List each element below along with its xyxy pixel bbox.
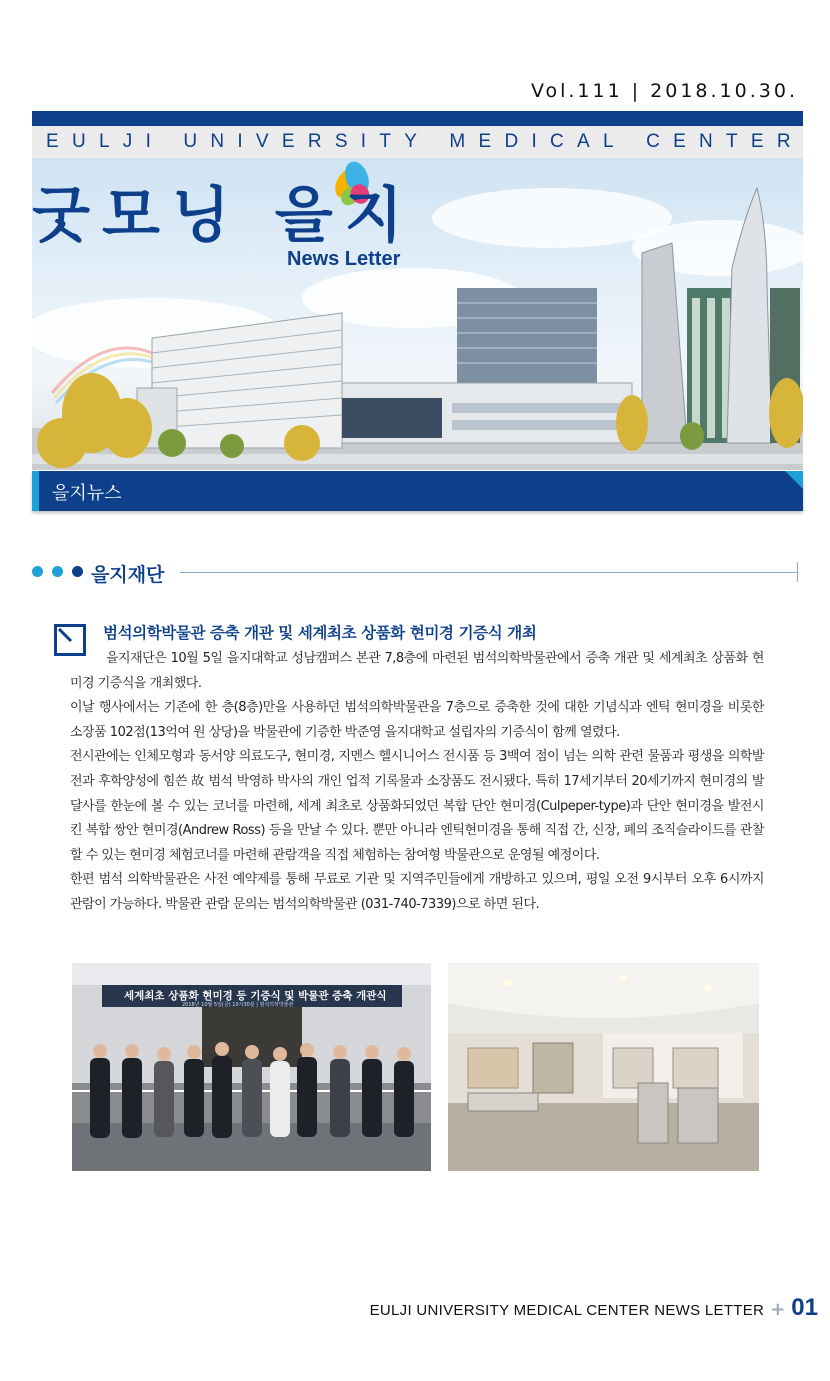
subtitle-letter: I (360, 131, 367, 152)
bullet-dot-icon (72, 566, 83, 577)
subtitle-letter: I (531, 131, 537, 152)
plus-icon: + (770, 1299, 786, 1320)
subtitle-letter: D (504, 131, 519, 152)
section-corner (785, 471, 803, 489)
subtitle-letter: V (255, 131, 269, 152)
subtitle-letter: U (71, 131, 86, 152)
logo-english: News Letter (287, 248, 401, 270)
subtitle-letter: N (210, 131, 225, 152)
subtitle-letter: S (334, 131, 348, 152)
subtitle-letter: I (145, 131, 151, 152)
article-paragraph: 이날 행사에서는 기존에 한 층(8층)만을 사용하던 범석의학박물관을 7층으로 증축한 것에 대한 기념식과 엔틱 현미경을 비롯한 소장품 102점(13억여 원 상당)을 박물관에 기증한 박준영 을지대학교 설립자의 기증식이 함께 열렸다. (70, 700, 764, 740)
footer (370, 1294, 818, 1322)
subsection-heading: 을지재단 (91, 564, 165, 586)
article-title: 범석의학박물관 증축 개관 및 세계최초 상품화 현미경 기증식 개최 (103, 624, 537, 642)
logo-korean: 굿모닝 을지 (32, 181, 415, 251)
subtitle-letter: E (478, 131, 492, 152)
article-paragraph: 전시관에는 인체모형과 동서양 의료도구, 현미경, 지멘스 헬시니어스 전시품 등 3백여 점이 넘는 의학 관련 물품과 평생을 의학발전과 후학양성에 힘쓴 故 범석 박영하 박사의 개인 업적 기록물과 소장품도 전시됐다. 특히 17세기부터 20세기까지 현미경의 발달사를 한눈에 볼 수 있는 코너를 마련해, 세계 최초로 상품화되었던 복합 단안 현미경(Culpeper-type)과 단안 현미경을 발전시킨 복합 쌍안 현미경(Andrew Ross) 등을 만날 수 있다. 뿐만 아니라 엔틱현미경을 통해 직접 간, 신장, 폐의 조직슬라이드를 관찰할 수 있는 현미경 체험코너를 마련해 관람객을 직접 체험하는 참여형 박물관으로 운영될 예정이다. (70, 749, 764, 863)
ceremony-banner-text: 세계최초 상품화 현미경 등 기증식 및 박물관 증축 개관식 (124, 990, 387, 1002)
section-bar (32, 471, 803, 511)
bullet-dot-icon (32, 566, 43, 577)
bullet-dot-icon (52, 566, 63, 577)
subtitle-letter: E (673, 131, 686, 152)
subtitle-letter: T (726, 131, 738, 152)
section-accent (32, 471, 39, 511)
subtitle-letter: I (237, 131, 243, 152)
subtitle-letter: Y (404, 131, 417, 152)
subtitle-letter: U (183, 131, 198, 152)
subtitle-letter: C (550, 131, 564, 152)
article-paragraph: 을지재단은 10월 5일 을지대학교 성남캠퍼스 본관 7,8층에 마련된 범석의학박물관에서 증축 개관 및 세계최초 상품화 현미경 기증식을 개최했다. (70, 651, 764, 691)
article-paragraph: 한편 범석 의학박물관은 사전 예약제를 통해 무료로 기관 및 지역주민들에게 개방하고 있으며, 평일 오전 9시부터 오후 6시까지 관람이 가능하다. 박물관 관람 문의는 범석의학박물관 (031-740-7339)으로 하면 된다. (70, 872, 764, 912)
subtitle-letter: E (281, 131, 295, 152)
article-body (70, 647, 764, 918)
subtitle-letter: T (379, 131, 391, 152)
university-subtitle (32, 126, 803, 158)
subtitle-letter: J (122, 131, 133, 152)
subtitle-letter: M (449, 131, 466, 152)
subsection-rule-end (797, 562, 798, 582)
museum-interior-photo (448, 963, 759, 1171)
header-top-bar (32, 111, 803, 126)
volume-date: Vol.111 | 2018.10.30. (530, 80, 798, 102)
ceremony-photo (72, 963, 431, 1171)
subtitle-letter: L (98, 131, 110, 152)
subtitle-letter: N (699, 131, 713, 152)
footer-text: EULJI UNIVERSITY MEDICAL CENTER NEWS LETTER (369, 1302, 765, 1319)
subtitle-letter: C (646, 131, 660, 152)
subtitle-letter: R (307, 131, 322, 152)
section-label: 을지뉴스 (52, 483, 122, 504)
subtitle-letter: A (577, 131, 590, 152)
hero-banner (32, 158, 803, 470)
subsection-rule (180, 572, 798, 573)
subtitle-letter: R (776, 131, 791, 152)
page-number: 01 (791, 1294, 818, 1321)
subtitle-letter: E (46, 131, 59, 152)
ceremony-banner-subtext: 2018년 10월 5일(금) 10시30분 | 범석의학박물관 (182, 1002, 294, 1008)
subtitle-letter: L (602, 131, 614, 152)
subtitle-letter: E (750, 131, 764, 152)
